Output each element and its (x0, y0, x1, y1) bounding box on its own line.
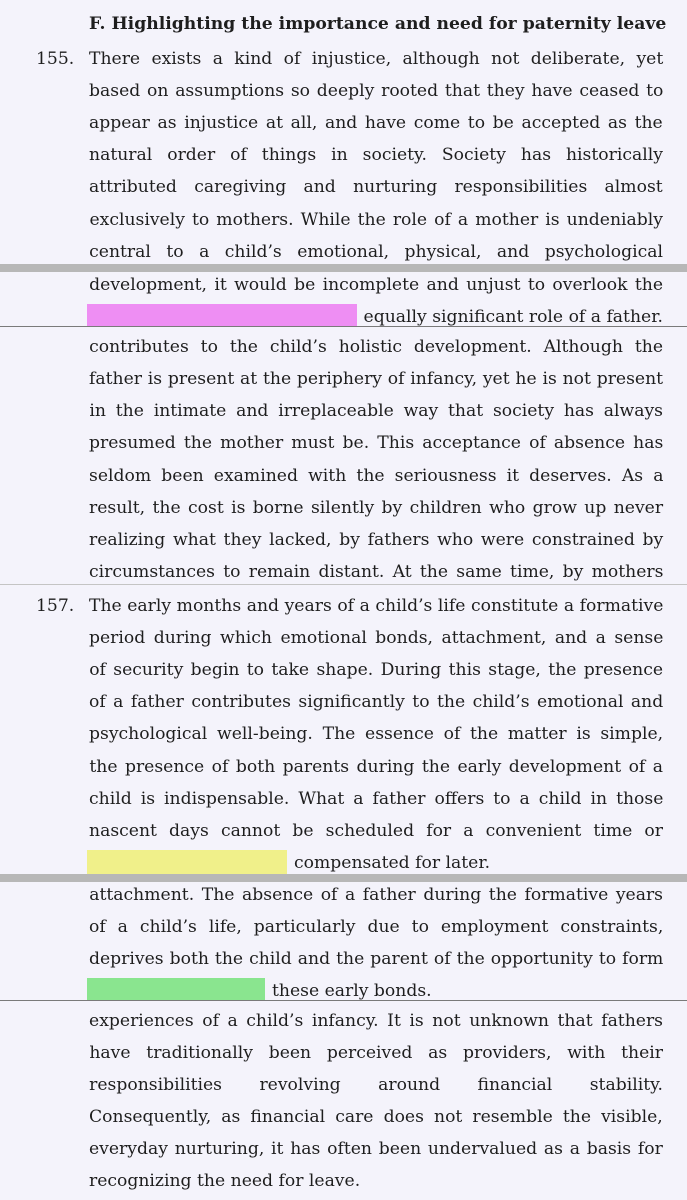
page-section-157 (0, 585, 687, 874)
para157-line-4 (89, 687, 663, 717)
para155-text-8: development, it would be incomplete and unjust to overlook the (89, 275, 663, 295)
highlight-green (87, 978, 265, 1000)
page-break-divider (0, 874, 687, 882)
page-section-155-cont (0, 272, 687, 326)
para157-text-7: child is indispensable. What a father offers to a child in those (89, 789, 664, 809)
para157-text-8: nascent days cannot be scheduled for a convenient time or (89, 821, 663, 841)
para158-text-2: of a child’s life, particularly due to employment constraints, (89, 917, 664, 937)
page-section-158 (0, 882, 687, 1000)
para157-line-2 (89, 623, 663, 653)
para157-line-3 (89, 655, 663, 685)
para158-text-3: deprives both the child and the parent of the opportunity to form (89, 949, 664, 969)
para156-text-8: circumstances to remain distant. At the same time, by mothers (89, 562, 664, 582)
paragraph-number-157: 157. (36, 596, 75, 616)
para157-line-9 (89, 848, 663, 874)
para156-text-7: realizing what they lacked, by fathers who were constrained by (89, 530, 664, 550)
para155-text-2: based on assumptions so deeply rooted that they have ceased to (89, 81, 664, 101)
para156-text-4: presumed the mother must be. This acceptance of absence has (89, 433, 664, 453)
para155-line-4 (89, 140, 663, 170)
para155-text-9: equally significant role of a father. (363, 307, 663, 326)
para159-line-2 (89, 1038, 663, 1068)
para155-line-6 (89, 205, 663, 235)
para156-line-3 (89, 396, 663, 426)
para155-line-8 (89, 272, 663, 300)
para159-text-2: have traditionally been perceived as providers, with their (89, 1043, 663, 1063)
section-heading: F. Highlighting the importance and need for paternity leave (89, 14, 667, 34)
para157-text-5: psychological well-being. The essence of the matter is simple, (89, 724, 664, 744)
para158-text-1: attachment. The absence of a father during the formative years (89, 885, 663, 905)
para156-line-7 (89, 525, 663, 555)
highlight-yellow (87, 850, 287, 874)
para156-text-6: result, the cost is borne silently by children who grow up never (89, 498, 664, 518)
para157-text-6: the presence of both parents during the early development of a (89, 757, 663, 777)
para157-text-2: period during which emotional bonds, attachment, and a sense (89, 628, 664, 648)
para156-text-5: seldom been examined with the seriousness it deserves. As a (89, 466, 664, 486)
para159-text-3: responsibilities revolving around financial stability. (89, 1075, 663, 1095)
para159-line-1 (89, 1006, 663, 1036)
para158-line-2 (89, 912, 663, 942)
para158-text-4: these early bonds. (272, 981, 432, 1000)
para157-line-6 (89, 752, 663, 782)
paragraph-number-155: 155. (36, 49, 75, 69)
para156-text-3: in the intimate and irreplaceable way that society has always (89, 401, 663, 421)
para157-text-9: compensated for later. (294, 853, 491, 873)
para158-line-3 (89, 944, 663, 974)
para157-line-7 (89, 784, 663, 814)
para155-line-2 (89, 76, 663, 106)
para156-text-2: father is present at the periphery of infancy, yet he is not present (89, 369, 664, 389)
para159-text-5: everyday nurturing, it has often been undervalued as a basis for (89, 1139, 663, 1159)
para155-line-9 (89, 302, 663, 326)
para155-text-6: exclusively to mothers. While the role of a mother is undeniably (89, 210, 663, 230)
para159-line-6 (89, 1166, 663, 1196)
highlight-pink (87, 304, 357, 326)
page-break-divider (0, 264, 687, 272)
para156-line-4 (89, 428, 663, 458)
para158-line-4 (89, 976, 663, 1000)
para159-line-5 (89, 1134, 663, 1164)
para156-line-8 (89, 557, 663, 584)
para155-line-3 (89, 108, 663, 138)
para159-text-4: Consequently, as financial care does not resemble the visible, (89, 1107, 663, 1127)
page-section-159 (0, 1001, 687, 1200)
para159-text-1: experiences of a child’s infancy. It is not unknown that fathers (89, 1011, 663, 1031)
para155-line-5 (89, 172, 663, 202)
para155-text-1: There exists a kind of injustice, although not deliberate, yet (89, 49, 664, 69)
para157-line-5 (89, 719, 663, 749)
para156-line-2 (89, 364, 663, 394)
para155-text-4: natural order of things in society. Society has historically (89, 145, 663, 165)
para157-line-8 (89, 816, 663, 846)
para156-line-1 (89, 332, 663, 362)
para157-text-3: of security begin to take shape. During this stage, the presence (89, 660, 663, 680)
para155-text-3: appear as injustice at all, and have come to be accepted as the (89, 113, 663, 133)
para155-text-5: attributed caregiving and nurturing responsibilities almost (89, 177, 663, 197)
para159-line-4 (89, 1102, 663, 1132)
para157-line-1 (89, 591, 663, 621)
para157-text-1: The early months and years of a child’s life constitute a formative (89, 596, 664, 616)
para158-line-1 (89, 882, 663, 910)
para155-line-1 (89, 44, 663, 74)
para155-line-7 (89, 237, 663, 264)
para157-text-4: of a father contributes significantly to the child’s emotional and (89, 692, 664, 712)
para156-line-6 (89, 493, 663, 523)
para156-line-5 (89, 461, 663, 491)
page-section-155 (0, 0, 687, 264)
para159-text-6: recognizing the need for leave. (89, 1171, 361, 1191)
para156-text-1: contributes to the child’s holistic development. Although the (89, 337, 663, 357)
para155-text-7: central to a child’s emotional, physical, and psychological (89, 242, 663, 262)
para159-line-3 (89, 1070, 663, 1100)
page-section-156 (0, 327, 687, 584)
